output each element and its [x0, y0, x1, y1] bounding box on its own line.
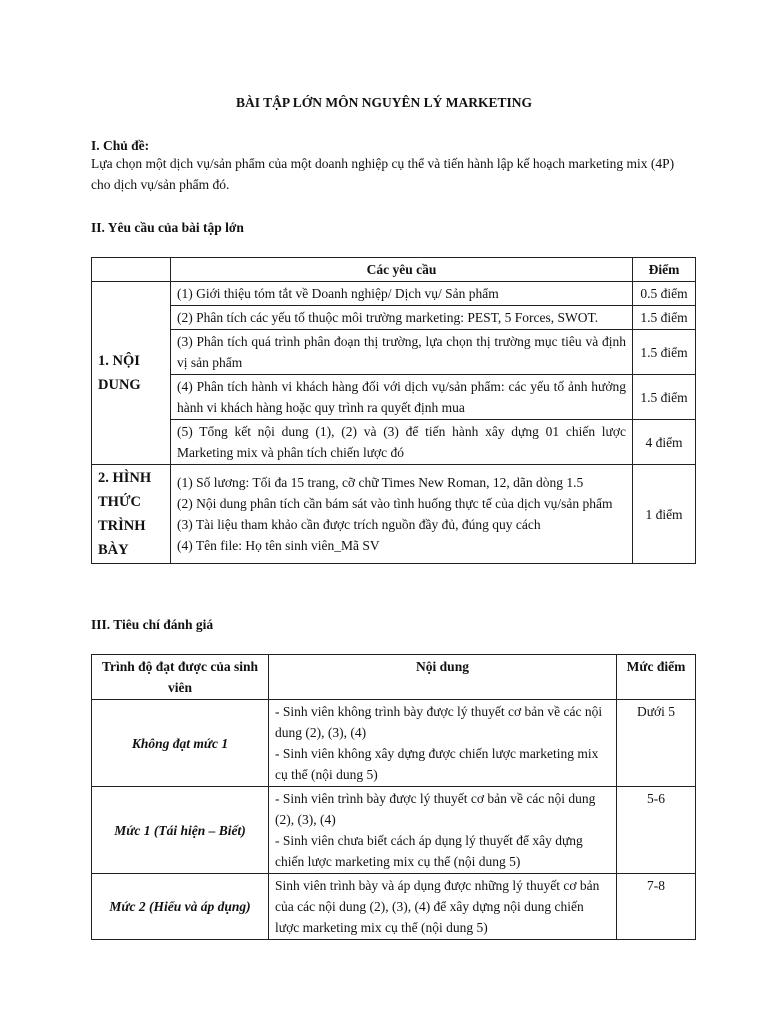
requirement-score: 1.5 điểm [633, 375, 696, 420]
criteria-level: Không đạt mức 1 [92, 700, 269, 787]
presentation-score: 1 điểm [633, 465, 696, 564]
criteria-header-level: Trình độ đạt được của sinh viên [92, 655, 269, 700]
criteria-header-content: Nội dung [269, 655, 617, 700]
table-row [92, 420, 696, 465]
requirement-text: (1) Giới thiệu tóm tắt về Doanh nghiệp/ Dịch vụ/ Sản phẩm [171, 282, 633, 306]
criteria-content-line: - Sinh viên trình bày được lý thuyết cơ bản về các nội dung (2), (3), (4) [275, 791, 596, 827]
group-label-presentation: 2. HÌNH THỨC TRÌNH BÀY [92, 465, 171, 564]
presentation-line: (2) Nội dung phân tích cần bám sát vào tình huống thực tế của dịch vụ/sản phẩm [177, 496, 613, 511]
presentation-line: (3) Tài liệu tham khảo cần được trích nguồn đầy đủ, đúng quy cách [177, 517, 541, 532]
criteria-content [269, 787, 617, 874]
table-row [92, 306, 696, 330]
document-title: BÀI TẬP LỚN MÔN NGUYÊN LÝ MARKETING [235, 95, 533, 110]
requirements-header-requirements: Các yêu cầu [171, 258, 633, 282]
criteria-content-line: - Sinh viên chưa biết cách áp dụng lý thuyết để xây dựng chiến lược marketing mix cụ thể (nội dung 5) [275, 833, 583, 869]
section-2-heading: II. Yêu cầu của bài tập lớn [91, 220, 244, 235]
criteria-level: Mức 1 (Tái hiện – Biết) [92, 787, 269, 874]
criteria-score: Dưới 5 [617, 700, 696, 787]
requirement-score: 0.5 điểm [633, 282, 696, 306]
presentation-line: (4) Tên file: Họ tên sinh viên_Mã SV [177, 538, 380, 553]
table-row [92, 787, 696, 874]
table-row [92, 282, 696, 306]
table-row [92, 375, 696, 420]
criteria-content-line: Sinh viên trình bày và áp dụng được những lý thuyết cơ bản của các nội dung (2), (3), (4) để xây dựng nội dung chiến lược marketing mix cụ thể (nội dung 5) [275, 878, 600, 935]
requirement-score: 1.5 điểm [633, 330, 696, 375]
requirement-text: (5) Tổng kết nội dung (1), (2) và (3) để tiến hành xây dựng 01 chiến lược Marketing mix và phân tích chiến lược đó [171, 420, 633, 465]
section-3-heading: III. Tiêu chí đánh giá [91, 617, 214, 632]
table-row [92, 700, 696, 787]
section-1-text: Lựa chọn một dịch vụ/sản phẩm của một doanh nghiệp cụ thể và tiến hành lập kế hoạch marketing mix (4P) cho dịch vụ/sản phẩm đó. [91, 156, 675, 192]
table-row [92, 874, 696, 940]
presentation-line: (1) Số lương: Tối đa 15 trang, cỡ chữ Times New Roman, 12, dãn dòng 1.5 [177, 475, 584, 490]
requirement-text: (3) Phân tích quá trình phân đoạn thị trường, lựa chọn thị trường mục tiêu và định vị sản phẩm [171, 330, 633, 375]
section-1-heading: I. Chủ đề: [91, 138, 150, 153]
criteria-content-line: - Sinh viên không trình bày được lý thuyết cơ bản về các nội dung (2), (3), (4) [275, 704, 603, 740]
criteria-content-line: - Sinh viên không xây dựng được chiến lược marketing mix cụ thể (nội dung 5) [275, 746, 599, 782]
requirement-text: (2) Phân tích các yếu tố thuộc môi trường marketing: PEST, 5 Forces, SWOT. [171, 306, 633, 330]
table-row [92, 330, 696, 375]
criteria-content [269, 874, 617, 940]
criteria-score: 5-6 [617, 787, 696, 874]
group-label-content: 1. NỘI DUNG [92, 282, 171, 465]
requirement-score: 4 điểm [633, 420, 696, 465]
requirement-score: 1.5 điểm [633, 306, 696, 330]
requirements-header-empty [92, 258, 171, 282]
requirements-header-score: Điểm [633, 258, 696, 282]
requirements-header-row [92, 258, 696, 282]
criteria-content [269, 700, 617, 787]
presentation-requirements [171, 465, 633, 564]
criteria-header-row [92, 655, 696, 700]
criteria-score: 7-8 [617, 874, 696, 940]
criteria-header-score: Mức điểm [617, 655, 696, 700]
requirements-table [91, 257, 696, 564]
requirement-text: (4) Phân tích hành vi khách hàng đối với dịch vụ/sản phẩm: các yếu tố ảnh hưởng hành vi khách hàng hoặc quy trình ra quyết định mua [171, 375, 633, 420]
criteria-table [91, 654, 696, 940]
criteria-level: Mức 2 (Hiểu và áp dụng) [92, 874, 269, 940]
table-row [92, 465, 696, 564]
